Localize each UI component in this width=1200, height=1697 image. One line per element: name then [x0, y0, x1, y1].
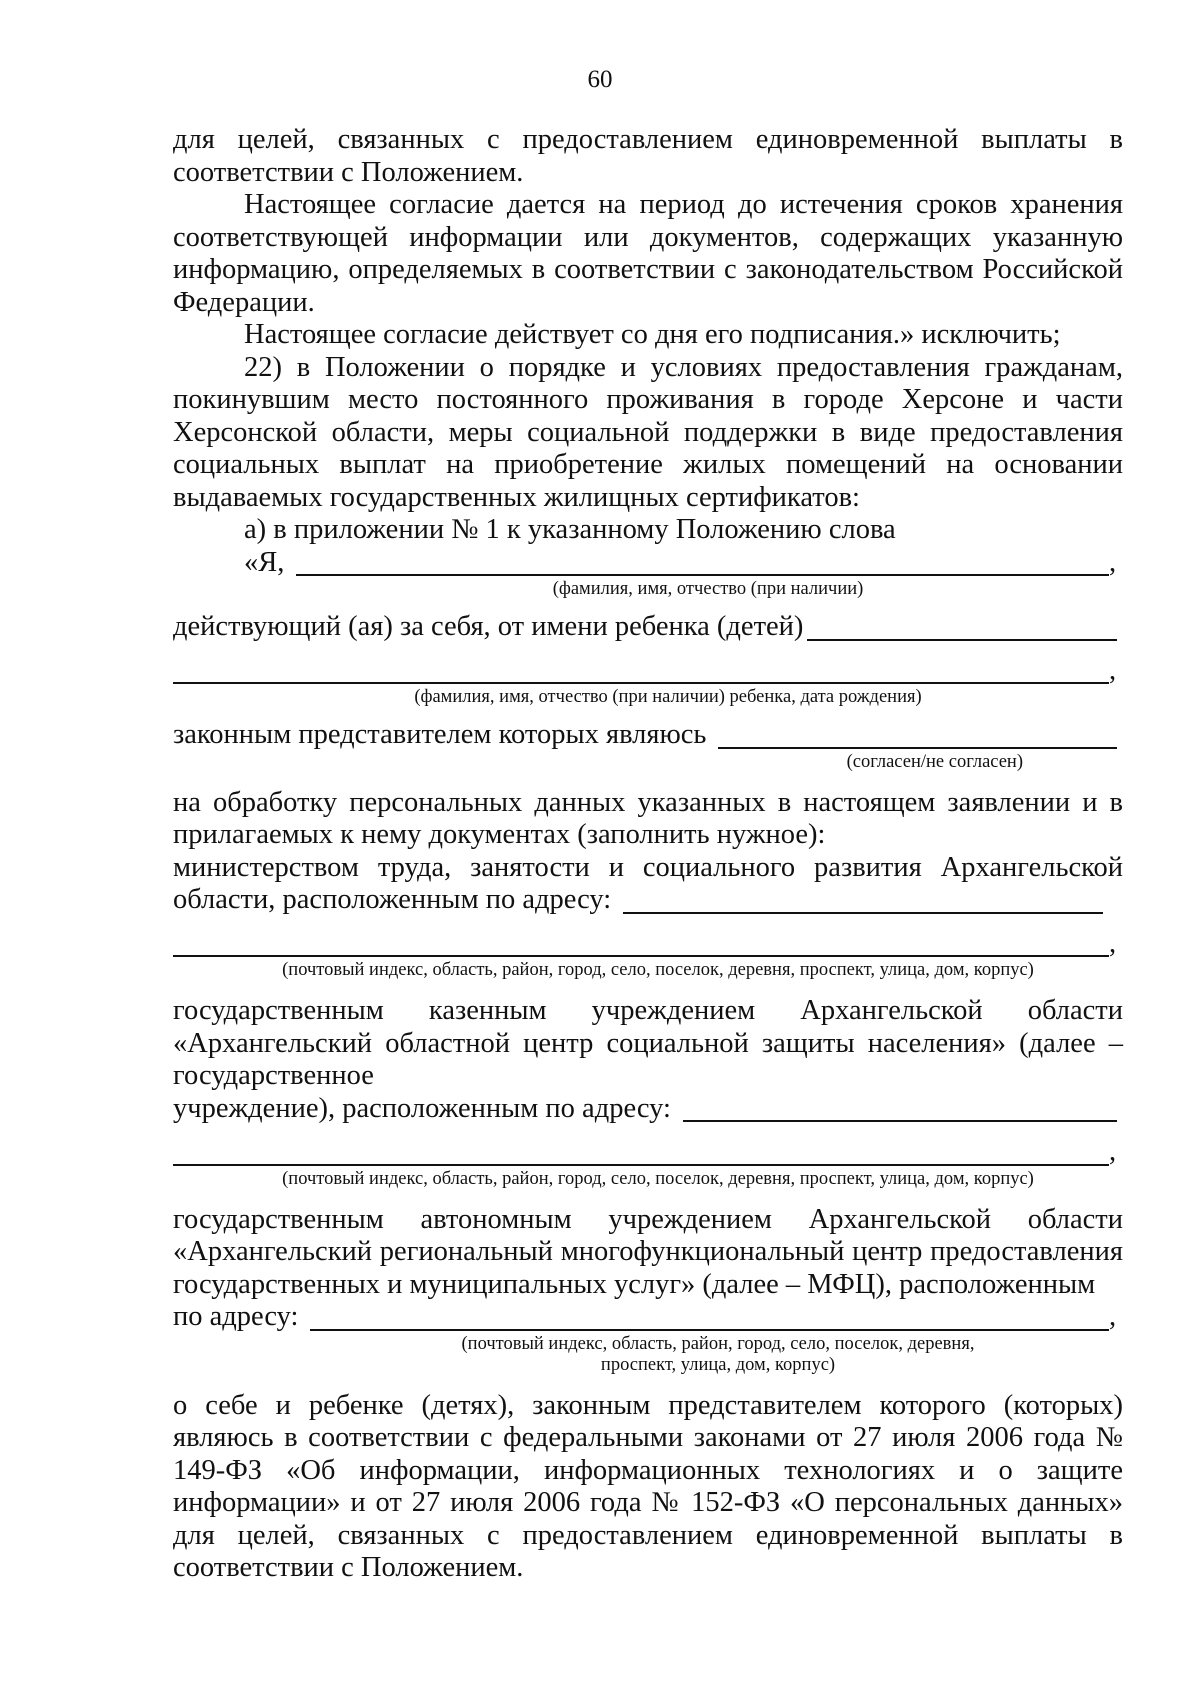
ministry-address-label: области, расположенным по адресу: [173, 884, 612, 915]
paragraph-consent-effective: Настоящее согласие действует со дня его подписания.» исключить; [244, 319, 1061, 350]
acting-row [173, 611, 1123, 644]
ministry-address-row-2 [173, 928, 1123, 961]
hint-fio: (фамилия, имя, отчество (при наличии) [552, 579, 864, 599]
mfc-address-row [173, 1301, 1123, 1334]
comma: , [1109, 546, 1117, 578]
comma: , [1109, 1136, 1117, 1167]
comma: , [1109, 927, 1117, 959]
paragraph-closing: о себе и ребенке (детях), законным представителем которого (которых) являюсь в соответствии с федеральными законами от 27 июля 2006 года № 149-ФЗ «Об информации, информационных технологиях и о защите информации» и от 27 июля 2006 года № 152-ФЗ «О персональных данных» для целей, связанных с предоставлением единовременной выплаты в соответствии с Положением. [173, 1389, 1123, 1583]
document-body [173, 124, 1123, 1585]
fio-field[interactable] [296, 550, 1109, 576]
paragraph-consent-period: Настоящее согласие дается на период до истечения сроков хранения соответствующей информации или документов, содержащих указанную информацию, определяемых в соответствии с законодательством Российской Федерации. [173, 189, 1123, 318]
ministry-address-row [173, 884, 1123, 917]
paragraph-institution: государственным казенным учреждением Архангельской области «Архангельский областной центр социальной защиты населения» (далее – государственное [173, 995, 1123, 1091]
hint-address-2: (почтовый индекс, область, район, город, село, поселок, деревня, проспект, улица, дом, корпус) [282, 1168, 1034, 1189]
child-details-field[interactable] [173, 658, 1109, 684]
ministry-address-field-2[interactable] [173, 931, 1109, 957]
institution-address-row-2 [173, 1136, 1123, 1169]
ministry-address-field[interactable] [623, 888, 1103, 914]
paragraph-ministry: министерством труда, занятости и социального развития Архангельской [173, 851, 1123, 883]
mfc-address-label: по адресу: [173, 1301, 299, 1332]
institution-address-label: учреждение), расположенным по адресу: [173, 1092, 671, 1124]
paragraph-item-a: а) в приложении № 1 к указанному Положению слова [244, 514, 896, 545]
mfc-address-field[interactable] [310, 1305, 1109, 1331]
comma: , [1109, 654, 1117, 686]
children-field[interactable] [807, 615, 1117, 641]
acting-label: действующий (ая) за себя, от имени ребенка (детей) [173, 611, 804, 642]
hint-address-3-line2: проспект, улица, дом, корпус) [600, 1354, 836, 1375]
institution-address-row [173, 1093, 1123, 1126]
consent-field[interactable] [718, 723, 1117, 749]
paragraph-mfc: государственным автономным учреждением Архангельской области «Архангельский региональный многофункциональный центр предоставления государственных и муниципальных услуг» (далее – МФЦ), расположенным [173, 1203, 1123, 1300]
paragraph-item-22: 22) в Положении о порядке и условиях предоставления гражданам, покинувшим место постоянного проживания в городе Херсоне и части Херсонской области, меры социальной поддержки в виде предоставления социальных выплат на приобретение жилых помещений на основании выдаваемых государственных жилищных сертификатов: [173, 351, 1123, 513]
ya-prefix: «Я, [244, 546, 285, 578]
comma: , [1109, 1301, 1117, 1332]
hint-address-3-line1: (почтовый индекс, область, район, город, село, поселок, деревня, [461, 1333, 975, 1354]
hint-address: (почтовый индекс, область, район, город, село, поселок, деревня, проспект, улица, дом, корпус) [282, 960, 1034, 980]
institution-address-field-2[interactable] [173, 1140, 1109, 1166]
child-details-row [173, 655, 1123, 688]
page-number: 60 [587, 66, 613, 93]
hint-child: (фамилия, имя, отчество (при наличии) ребенка, дата рождения) [414, 687, 922, 707]
paragraph-purpose: для целей, связанных с предоставлением единовременной выплаты в соответствии с Положением. [173, 124, 1123, 188]
fio-row [173, 547, 1123, 580]
institution-address-field[interactable] [683, 1096, 1117, 1122]
legal-rep-row [173, 719, 1123, 752]
hint-consent: (согласен/не согласен) [846, 751, 1023, 772]
legal-rep-label: законным представителем которых являюсь [173, 719, 707, 750]
paragraph-processing: на обработку персональных данных указанных в настоящем заявлении и в прилагаемых к нему документах (заполнить нужное): [173, 786, 1123, 850]
